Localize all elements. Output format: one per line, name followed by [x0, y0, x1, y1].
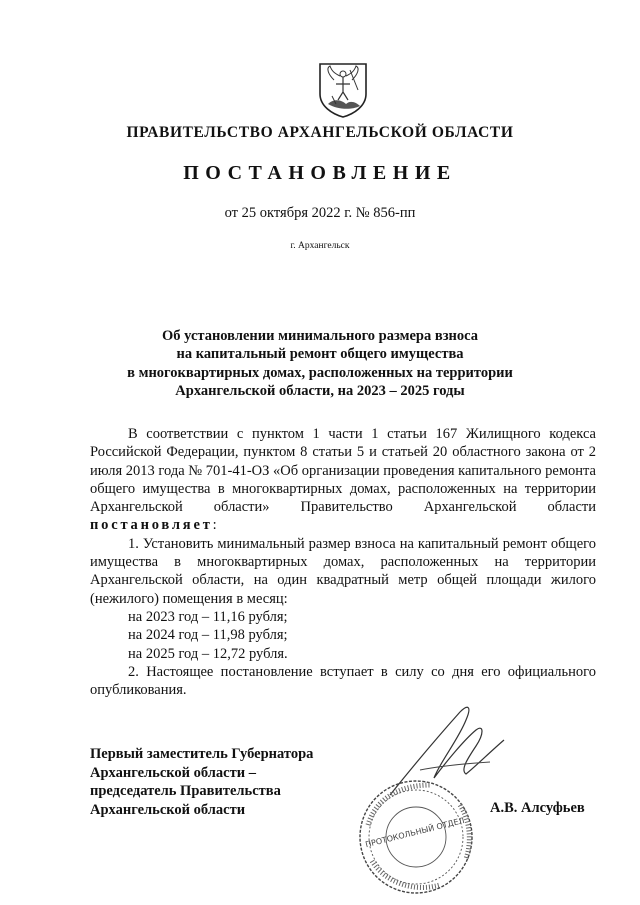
official-stamp-icon	[350, 775, 480, 900]
document-date-number: от 25 октября 2022 г. № 856-пп	[224, 205, 416, 221]
item-1-paragraph: 1. Установить минимальный размер взноса на капитальный ремонт общего имущества в многоквартирных домах, расположенных на территории Архангельской области, на один квадратный метр общей площади жилого (нежилого) помещения в месяц:	[90, 535, 596, 607]
subject-line: Архангельской области, на 2023 – 2025 годы	[175, 382, 465, 399]
government-title: ПРАВИТЕЛЬСТВО АРХАНГЕЛЬСКОЙ ОБЛАСТИ	[126, 124, 514, 141]
rate-2025: на 2025 год – 12,72 рубля.	[128, 645, 288, 662]
signer-name: А.В. Алсуфьев	[490, 800, 585, 816]
subject-line: в многоквартирных домах, расположенных на территории	[127, 364, 513, 381]
document-type: ПОСТАНОВЛЕНИЕ	[183, 162, 457, 184]
subject-line: на капитальный ремонт общего имущества	[176, 346, 464, 363]
subject-line: Об установлении минимального размера взноса	[162, 328, 478, 344]
signer-position-line: Архангельской области –	[90, 764, 256, 781]
signer-position	[90, 745, 370, 819]
rate-2023: на 2023 год – 11,16 рубля;	[128, 608, 288, 625]
coat-of-arms-icon	[314, 60, 372, 118]
preamble-text: В соответствии с пунктом 1 части 1 статьи 167 Жилищного кодекса Российской Федерации, пунктом 8 статьи 5 и статьей 20 областного закона от 2 июля 2013 года № 701-41-ОЗ «Об организации проведения капитального ремонта общего имущества в многоквартирных домах, расположенных на территории Архангельской области» Правительство Архангельской области	[90, 426, 596, 516]
stamp-text: ПРОТОКОЛЬНЫЙ ОТДЕЛ	[364, 815, 466, 850]
preamble-paragraph	[90, 425, 596, 535]
document-subject	[60, 327, 580, 400]
document-city: г. Архангельск	[290, 241, 350, 251]
rate-2024: на 2024 год – 11,98 рубля;	[128, 627, 288, 644]
decree-colon: :	[212, 517, 217, 534]
signer-position-line: Первый заместитель Губернатора	[90, 746, 314, 762]
signer-position-line: председатель Правительства	[90, 783, 281, 799]
decree-word: постановляет	[90, 517, 213, 534]
signer-position-line: Архангельской области	[90, 801, 246, 818]
document-body	[90, 425, 596, 699]
item-2-paragraph: 2. Настоящее постановление вступает в силу со дня его официального опубликования.	[90, 663, 596, 699]
